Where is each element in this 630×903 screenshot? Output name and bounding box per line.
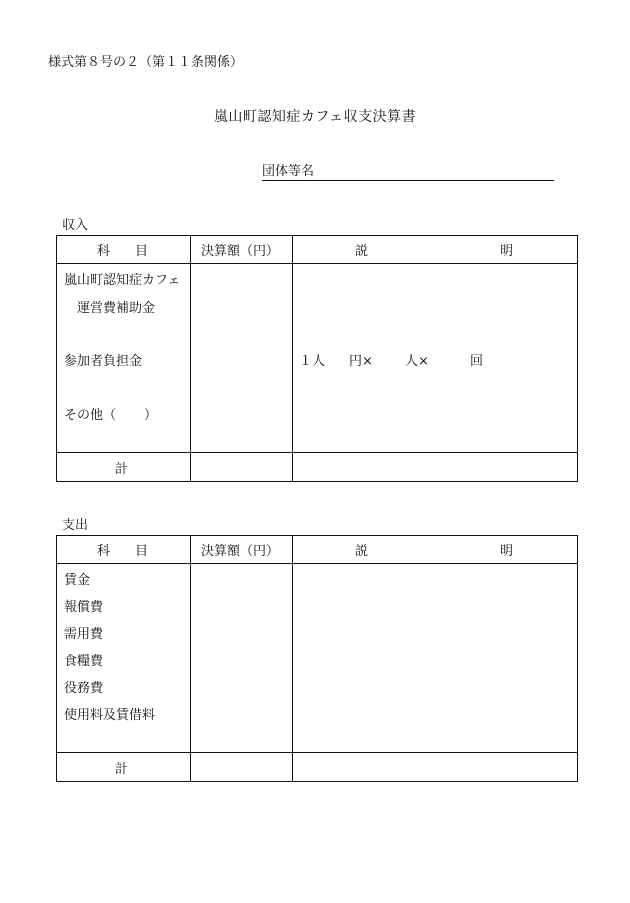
expense-section-label: 支出 [62, 518, 89, 533]
expense-total-description-cell[interactable] [293, 753, 578, 782]
income-total-description-cell[interactable] [293, 453, 578, 482]
income-total-row [57, 453, 578, 482]
amount-header: 決算額（円） [191, 236, 293, 264]
organization-label: 団体等名 [262, 164, 315, 179]
formula-persons: １人 [299, 354, 326, 369]
income-header-row [57, 236, 578, 264]
income-total-amount-cell[interactable] [191, 453, 293, 482]
subject-header-char2: 目 [134, 544, 148, 559]
income-item-subsidy-line2: 運営費補助金 [77, 301, 156, 316]
description-header-char1: 説 [355, 244, 369, 259]
description-header [293, 536, 578, 564]
expense-table [56, 535, 578, 782]
expense-subject-cell [57, 564, 191, 753]
expense-item-rental: 使用料及賃借料 [64, 708, 156, 723]
expense-total-row [57, 753, 578, 782]
income-item-participant-fee: 参加者負担金 [64, 354, 143, 369]
expense-total-amount-cell[interactable] [191, 753, 293, 782]
subject-header [57, 536, 191, 564]
organization-name-field[interactable] [262, 160, 554, 181]
description-header-char2: 明 [499, 544, 513, 559]
income-item-subsidy-line1: 嵐山町認知症カフェ [64, 273, 181, 288]
description-header [293, 236, 578, 264]
expense-item-supplies: 需用費 [64, 627, 104, 642]
subject-header [57, 236, 191, 264]
income-total-label-cell: 計 [57, 453, 191, 482]
income-body-row [57, 264, 578, 453]
expense-item-food: 食糧費 [64, 654, 104, 669]
expense-amount-cell[interactable] [191, 564, 293, 753]
formula-times: 回 [470, 354, 484, 369]
description-header-char2: 明 [499, 244, 513, 259]
income-table [56, 235, 578, 482]
expense-header-row [57, 536, 578, 564]
formula-people-times: 人× [405, 354, 429, 369]
income-amount-cell[interactable] [191, 264, 293, 453]
amount-header: 決算額（円） [191, 536, 293, 564]
expense-item-wages: 賃金 [64, 573, 91, 588]
document-title: 嵐山町認知症カフェ収支決算書 [213, 109, 417, 125]
expense-item-honorarium: 報償費 [64, 600, 104, 615]
expense-description-cell[interactable] [293, 564, 578, 753]
expense-total-label-cell: 計 [57, 753, 191, 782]
income-description-cell[interactable] [293, 264, 578, 453]
expense-item-services: 役務費 [64, 681, 104, 696]
formula-yen-times: 円× [349, 354, 373, 369]
expense-body-row [57, 564, 578, 753]
description-header-char1: 説 [355, 544, 369, 559]
income-item-other: その他（ ） [64, 408, 158, 423]
income-subject-cell [57, 264, 191, 453]
subject-header-char1: 科 [97, 244, 111, 259]
income-section-label: 収入 [62, 218, 89, 233]
subject-header-char1: 科 [97, 544, 111, 559]
form-number: 様式第８号の２（第１１条関係） [48, 55, 244, 70]
subject-header-char2: 目 [134, 244, 148, 259]
